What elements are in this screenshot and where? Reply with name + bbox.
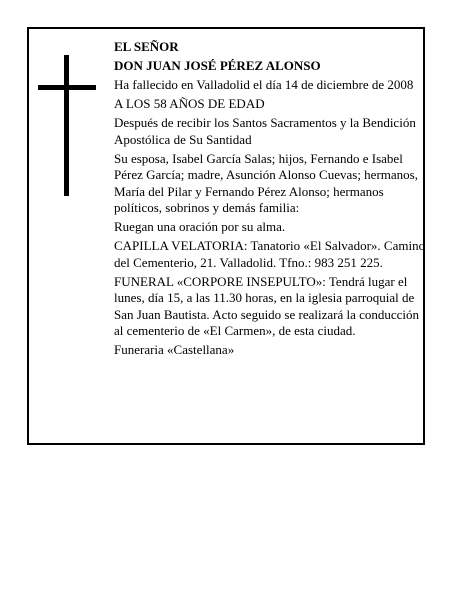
deceased-title: EL SEÑOR	[114, 39, 179, 54]
age-line: A LOS 58 AÑOS DE EDAD	[114, 96, 265, 111]
sacraments-line: Después de recibir los Santos Sacramentos y la Bendición Apostólica de Su Santidad	[114, 115, 416, 147]
chapel-info: CAPILLA VELATORIA: Tanatorio «El Salvador». Camino del Cementerio, 21. Valladolid. Tfno.: 983 251 225.	[114, 238, 426, 270]
death-announcement: Ha fallecido en Valladolid el día 14 de diciembre de 2008	[114, 77, 414, 92]
family-list: Su esposa, Isabel García Salas; hijos, Fernando e Isabel Pérez García; madre, Asunción Alonso Cuevas; hermanos, María del Pilar y Fernando Pérez Alonso; hermanos políticos, sobrinos y demás familia:	[114, 150, 418, 215]
funeral-info: FUNERAL «CORPORE INSEPULTO»: Tendrá lugar el lunes, día 15, a las 11.30 horas, en la iglesia parroquial de San Juan Bautista. Acto seguido se realizará la conducción al cementerio de «El Carmen», de esta ciudad.	[114, 273, 420, 338]
cross-horizontal-bar	[38, 85, 96, 90]
prayer-request: Ruegan una oración por su alma.	[114, 219, 286, 234]
funeral-home: Funeraria «Castellana»	[114, 342, 235, 357]
obituary-text	[114, 39, 426, 361]
cross-vertical-bar	[64, 55, 69, 196]
deceased-name: DON JUAN JOSÉ PÉREZ ALONSO	[114, 58, 321, 73]
